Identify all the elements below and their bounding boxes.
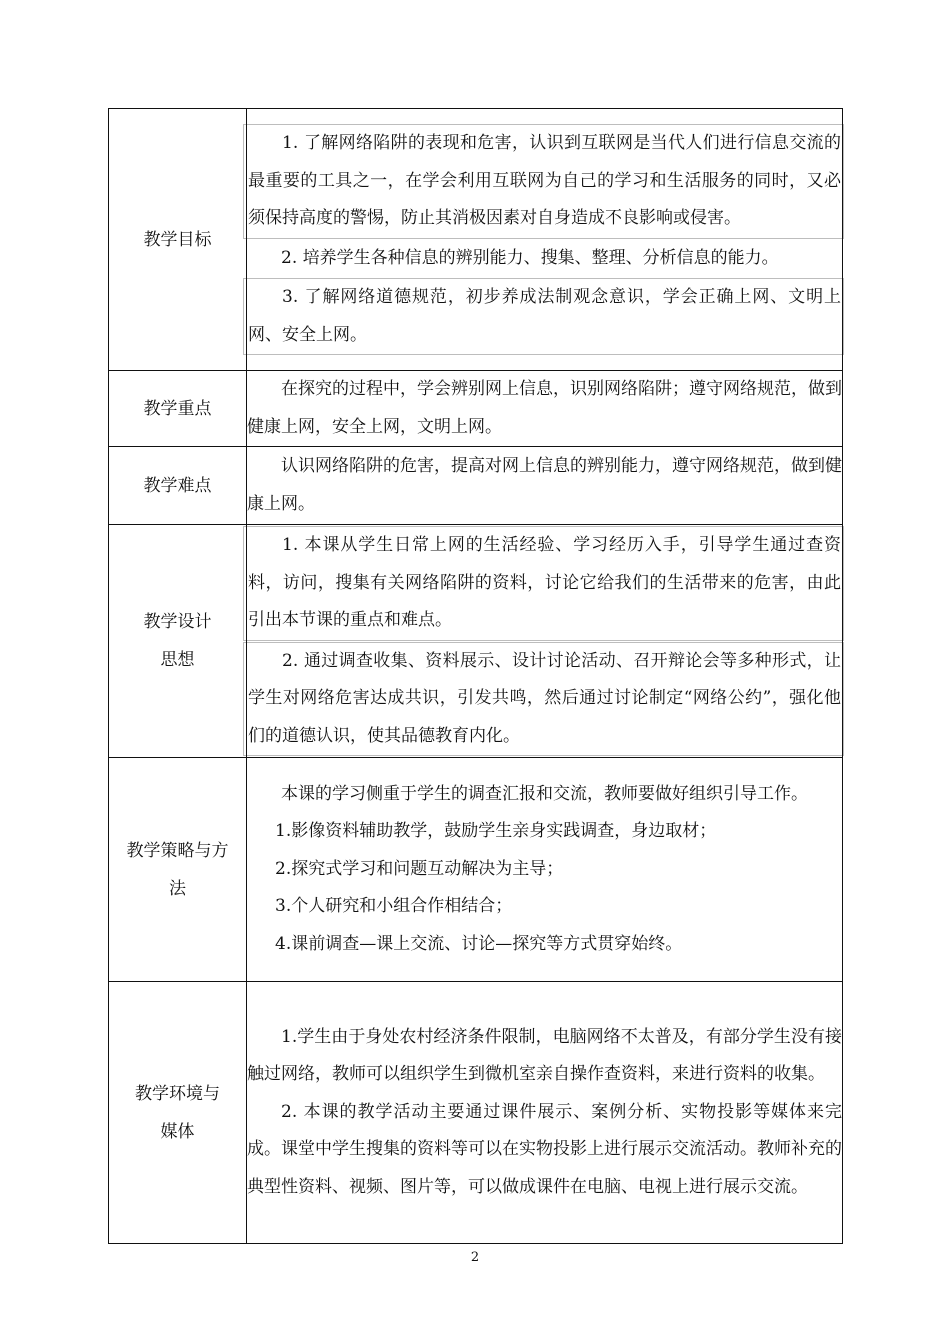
- key-points-paragraph: 在探究的过程中，学会辨别网上信息，识别网络陷阱；遵守网络规范，做到健康上网，安全上网，文明上网。: [247, 379, 842, 437]
- environment-paragraph-1: 1.学生由于身处农村经济条件限制，电脑网络不太普及，有部分学生没有接触过网络，教师可以组织学生到微机室亲自操作查资料，来进行资料的收集。: [247, 1026, 842, 1085]
- row-label-text: 教学目标: [143, 229, 212, 250]
- strategy-intro: 本课的学习侧重于学生的调查汇报和交流，教师要做好组织引导工作。: [281, 783, 808, 804]
- design-paragraph-1: 1. 本课从学生日常上网的生活经验、学习经历入手，引导学生通过查资料，访问，搜集有关网络陷阱的资料，讨论它给我们的生活带来的危害，由此引出本节课的重点和难点。: [243, 526, 844, 641]
- objective-paragraph-3: 3. 了解网络道德规范，初步养成法制观念意识，学会正确上网、文明上网、安全上网。: [243, 278, 844, 355]
- strategy-item-4: 4.课前调查—课上交流、讨论—探究等方式贯穿始终。: [275, 933, 683, 954]
- table-row: [109, 525, 843, 758]
- lesson-plan-table: [108, 108, 843, 1244]
- row-label-text: 教学重点: [143, 398, 212, 419]
- row-label-line-2: 法: [169, 878, 186, 899]
- row-label-strategy: [109, 758, 247, 982]
- row-label-objectives: [109, 109, 247, 371]
- row-content-environment: [247, 982, 843, 1244]
- row-label-difficulties: [109, 447, 247, 525]
- row-content-key-points: [247, 371, 843, 447]
- objective-paragraph-1: 1. 了解网络陷阱的表现和危害，认识到互联网是当代人们进行信息交流的最重要的工具之一，在学会利用互联网为自己的学习和生活服务的同时，又必须保持高度的警惕，防止其消极因素对自身造成不良影响或侵害。: [243, 124, 844, 239]
- strategy-item-2: 2.探究式学习和问题互动解决为主导；: [275, 858, 564, 879]
- row-content-difficulties: [247, 447, 843, 525]
- table-row: [109, 109, 843, 371]
- table-row: [109, 758, 843, 982]
- table-row: [109, 982, 843, 1244]
- row-label-line-1: 教学设计: [143, 612, 212, 632]
- objective-paragraph-2: 2. 培养学生各种信息的辨别能力、搜集、整理、分析信息的能力。: [281, 247, 779, 268]
- row-content-objectives: [247, 109, 843, 371]
- row-label-text: 教学难点: [143, 475, 212, 496]
- table-row: [109, 447, 843, 525]
- row-label-line-2: 思想: [160, 650, 195, 670]
- row-label-environment: [109, 982, 247, 1244]
- row-content-strategy: [247, 758, 843, 982]
- row-label-line-1: 教学环境与: [135, 1083, 220, 1104]
- row-label-line-1: 教学策略与方: [126, 840, 229, 861]
- page-number: 2: [470, 1250, 480, 1265]
- row-label-design-thinking: [109, 525, 247, 758]
- table-row: [109, 371, 843, 447]
- row-label-line-2: 媒体: [160, 1121, 195, 1142]
- row-content-design-thinking: [247, 525, 843, 758]
- strategy-item-1: 1.影像资料辅助教学，鼓励学生亲身实践调查，身边取材；: [275, 821, 717, 842]
- row-label-key-points: [109, 371, 247, 447]
- difficulties-paragraph: 认识网络陷阱的危害，提高对网上信息的辨别能力，遵守网络规范，做到健康上网。: [247, 456, 842, 514]
- environment-paragraph-2: 2. 本课的教学活动主要通过课件展示、案例分析、实物投影等媒体来完成。课堂中学生搜集的资料等可以在实物投影上进行展示交流活动。教师补充的典型性资料、视频、图片等，可以做成课件在电脑、电视上进行展示交流。: [247, 1101, 842, 1197]
- design-paragraph-2: 2. 通过调查收集、资料展示、设计讨论活动、召开辩论会等多种形式，让学生对网络危害达成共识，引发共鸣，然后通过讨论制定“网络公约”，强化他们的道德认识，使其品德教育内化。: [243, 642, 844, 757]
- strategy-item-3: 3.个人研究和小组合作相结合；: [275, 896, 513, 917]
